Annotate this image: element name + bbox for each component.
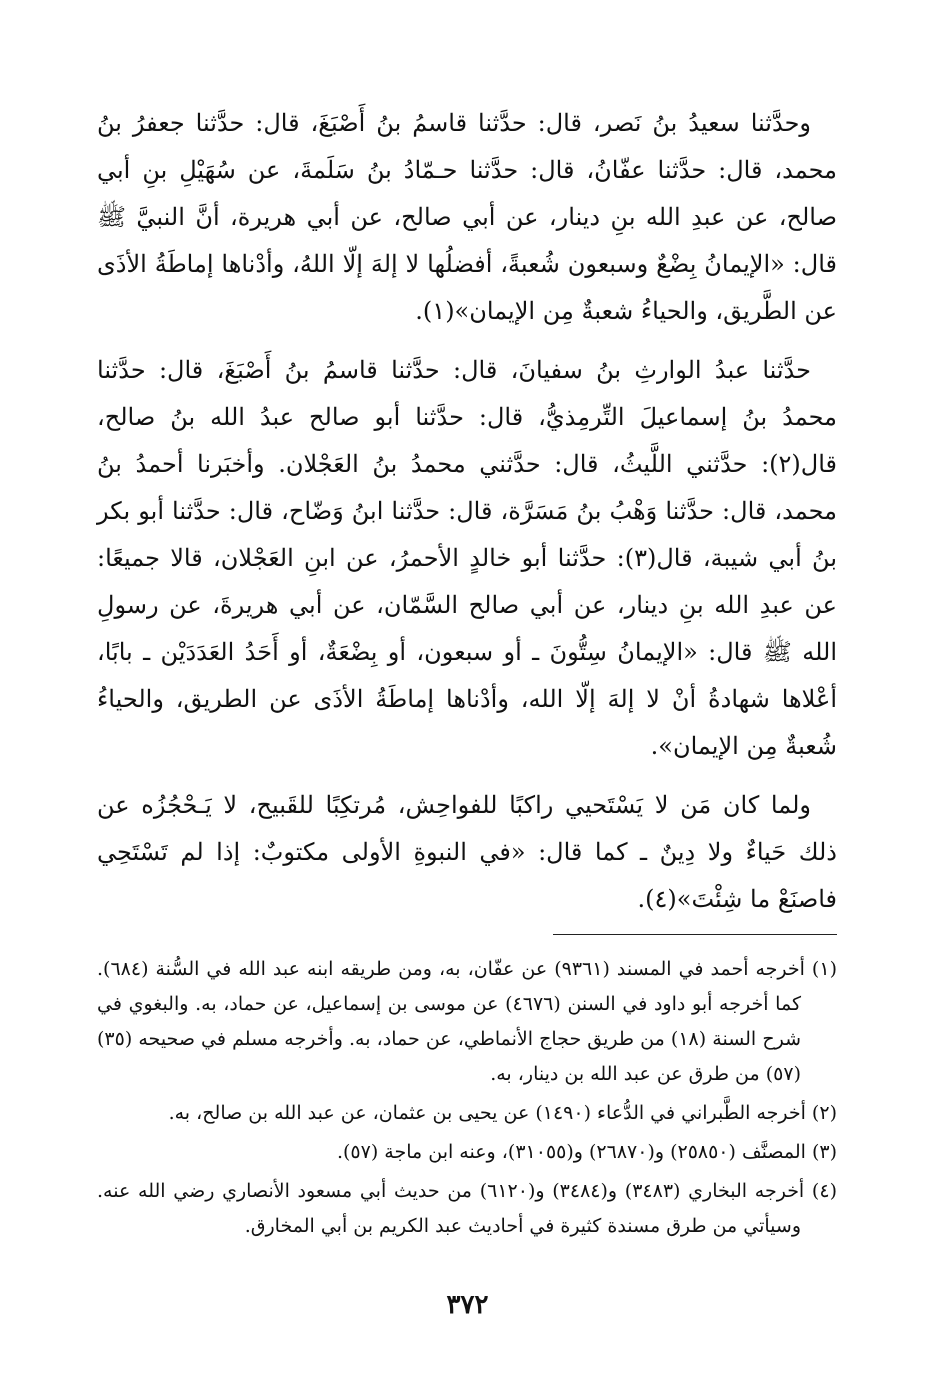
footnote-2: (٢) أخرجه الطَّبراني في الدُّعاء (١٤٩٠) عن يحيى بن عثمان، عن عبد الله بن صالح، به.	[168, 1102, 837, 1124]
main-text	[97, 100, 837, 923]
paragraph-1: وحدَّثنا سعيدُ بنُ نَصر، قال: حدَّثنا قاسمُ بنُ أَصْبَغَ، قال: حدَّثنا جعفرُ بنُ محمد، قال: حدَّثنا عفّانُ، قال: حدَّثنا حـمّادُ بنُ سَلَمةَ، عن سُهَيْلِ بنِ أبي صالح، عن عبدِ الله بنِ دينار، عن أبي صالح، عن أبي هريرة، أنَّ النبيَّ ﷺ قال: «الإيمانُ بِضْعٌ وسبعون شُعبةً، أفضلُها لا إلهَ إلّا اللهُ، وأدْناها إماطَةُ الأذَى عن الطَّريق، والحياءُ شعبةٌ مِن الإيمان»(١).	[97, 109, 837, 325]
paragraph-3: ولما كان مَن لا يَسْتَحيي راكبًا للفواحِش، مُرتكِبًا للقَبيح، لا يَـحْجُزُه عن ذلك حَياءٌ ولا دِينٌ ـ كما قال: «في النبوةِ الأولى مكتوبٌ: إذا لم تَسْتَحِي فاصنَعْ ما شِئْتَ»(٤).	[97, 791, 837, 913]
footnote-3: (٣) المصنَّف (٢٥٨٥٠) و(٢٦٨٧٠) و(٣١٠٥٥)، وعنه ابن ماجة (٥٧).	[336, 1141, 837, 1163]
page-number: ٣٧٢	[446, 1290, 489, 1320]
footnote-separator	[553, 934, 837, 935]
footnote-4: (٤) أخرجه البخاري (٣٤٨٣) و(٣٤٨٤) و(٦١٢٠) من حديث أبي مسعود الأنصاري رضي الله عنه. وسيأتي من طرق مسندة كثيرة في أحاديث عبد الكريم بن أبي المخارق.	[97, 1180, 837, 1237]
footnote-1: (١) أخرجه أحمد في المسند (٩٣٦١) عن عفّان، به، ومن طريقه ابنه عبد الله في السُّنة (٦٨٤). كما أخرجه أبو داود في السنن (٤٦٧٦) عن موسى بن إسماعيل، عن حماد، به. والبغوي في شرح السنة (١٨) من طريق حجاج الأنماطي، عن حماد، به. وأخرجه مسلم في صحيحه (٣٥) (٥٧) من طرق عن عبد الله بن دينار، به.	[97, 958, 837, 1085]
paragraph-2: حدَّثنا عبدُ الوارثِ بنُ سفيانَ، قال: حدَّثنا قاسمُ بنُ أَصْبَغَ، قال: حدَّثنا محمدُ بنُ إسماعيلَ التِّرمِذيُّ، قال: حدَّثنا أبو صالح عبدُ الله بنُ صالح، قال(٢): حدَّثني اللَّيثُ، قال: حدَّثني محمدُ بنُ العَجْلان. وأخبَرنا أحمدُ بنُ محمد، قال: حدَّثنا وَهْبُ بنُ مَسَرَّة، قال: حدَّثنا ابنُ وَضّاح، قال: حدَّثنا أبو بكر بنُ أبي شيبة، قال(٣): حدَّثنا أبو خالدٍ الأحمرُ، عن ابنِ العَجْلان، قالا جميعًا: عن عبدِ الله بنِ دينار، عن أبي صالح السَّمّان، عن أبي هريرةَ، عن رسولِ الله ﷺ قال: «الإيمانُ سِتُّونَ ـ أو سبعون، أو بِضْعَةٌ، أو أَحَدُ العَدَدَيْن ـ بابًا، أعْلاها شهادةُ أنْ لا إلهَ إلّا الله، وأدْناها إماطَةُ الأذَى عن الطريق، والحياءُ شُعبةٌ مِن الإيمان».	[97, 356, 837, 760]
footnotes	[97, 952, 837, 1244]
